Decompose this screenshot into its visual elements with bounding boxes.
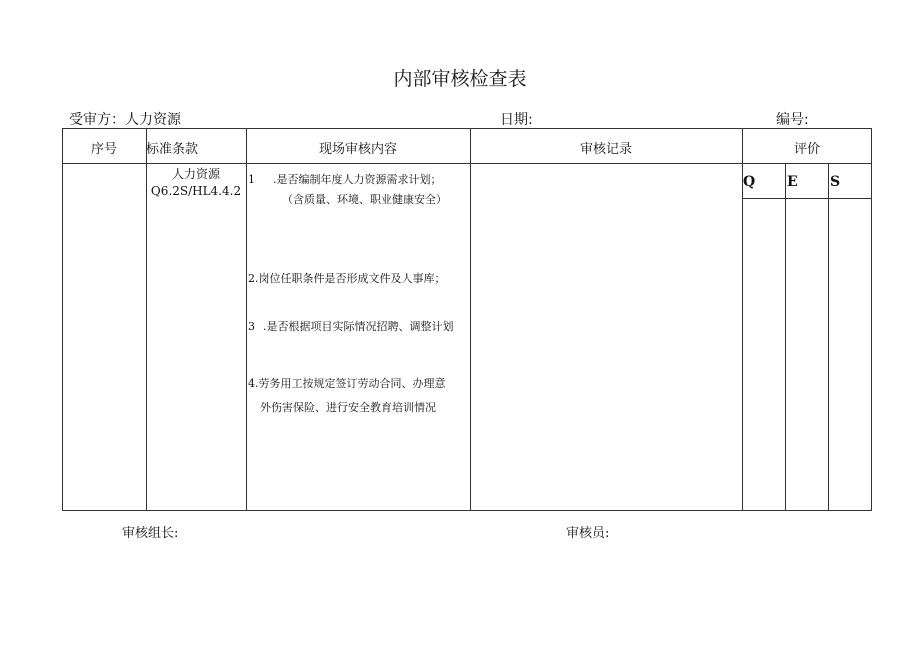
eval-quality-label: Q bbox=[743, 174, 756, 190]
eval-column-divider bbox=[828, 163, 829, 511]
eval-subheader-divider bbox=[742, 198, 872, 199]
audit-item-text: .是否根据项目实际情况招聘、调整计划 bbox=[263, 320, 454, 333]
audit-item-1 bbox=[248, 172, 442, 188]
table-border-top bbox=[62, 128, 872, 129]
number-label: 编号: bbox=[776, 112, 809, 128]
audit-item-1-sub: （含质量、环境、职业健康安全） bbox=[282, 193, 447, 206]
column-header-evaluation: 评价 bbox=[793, 142, 820, 157]
page-title: 内部审核检查表 bbox=[393, 68, 527, 90]
column-divider bbox=[246, 128, 247, 511]
audit-item-2: 2.岗位任职条件是否形成文件及人事库； bbox=[248, 272, 446, 285]
auditee-label: 受审方：人力资源 bbox=[69, 112, 181, 128]
audit-leader-label: 审核组长: bbox=[122, 526, 179, 541]
audit-item-number: 3 bbox=[248, 320, 255, 333]
eval-safety-label: S bbox=[830, 174, 841, 190]
audit-item-4-sub: 外伤害保险、进行安全教育培训情况 bbox=[260, 401, 436, 414]
date-label: 日期: bbox=[500, 112, 533, 128]
column-header-content: 现场审核内容 bbox=[318, 142, 397, 157]
column-header-clause: 标准条款 bbox=[146, 142, 199, 157]
audit-item-number: 1 bbox=[248, 173, 255, 186]
column-divider bbox=[470, 128, 471, 511]
standard-clause: Q6.2S/HL4.4.2 bbox=[150, 184, 242, 198]
table-border-bottom bbox=[62, 510, 872, 511]
table-border-right bbox=[871, 128, 872, 511]
eval-column-divider bbox=[785, 163, 786, 511]
audit-item-4: 4.劳务用工按规定签订劳动合同、办理意 bbox=[248, 377, 446, 390]
audit-item-text: .是否编制年度人力资源需求计划； bbox=[273, 173, 442, 186]
standard-dept: 人力资源 bbox=[171, 167, 220, 181]
table-header-divider bbox=[62, 163, 872, 164]
column-header-record: 审核记录 bbox=[579, 142, 632, 157]
auditor-label: 审核员: bbox=[566, 526, 610, 541]
audit-item-3 bbox=[248, 319, 454, 335]
eval-environment-label: E bbox=[787, 174, 798, 190]
table-border-left bbox=[62, 128, 63, 511]
column-header-seq: 序号 bbox=[90, 142, 117, 157]
